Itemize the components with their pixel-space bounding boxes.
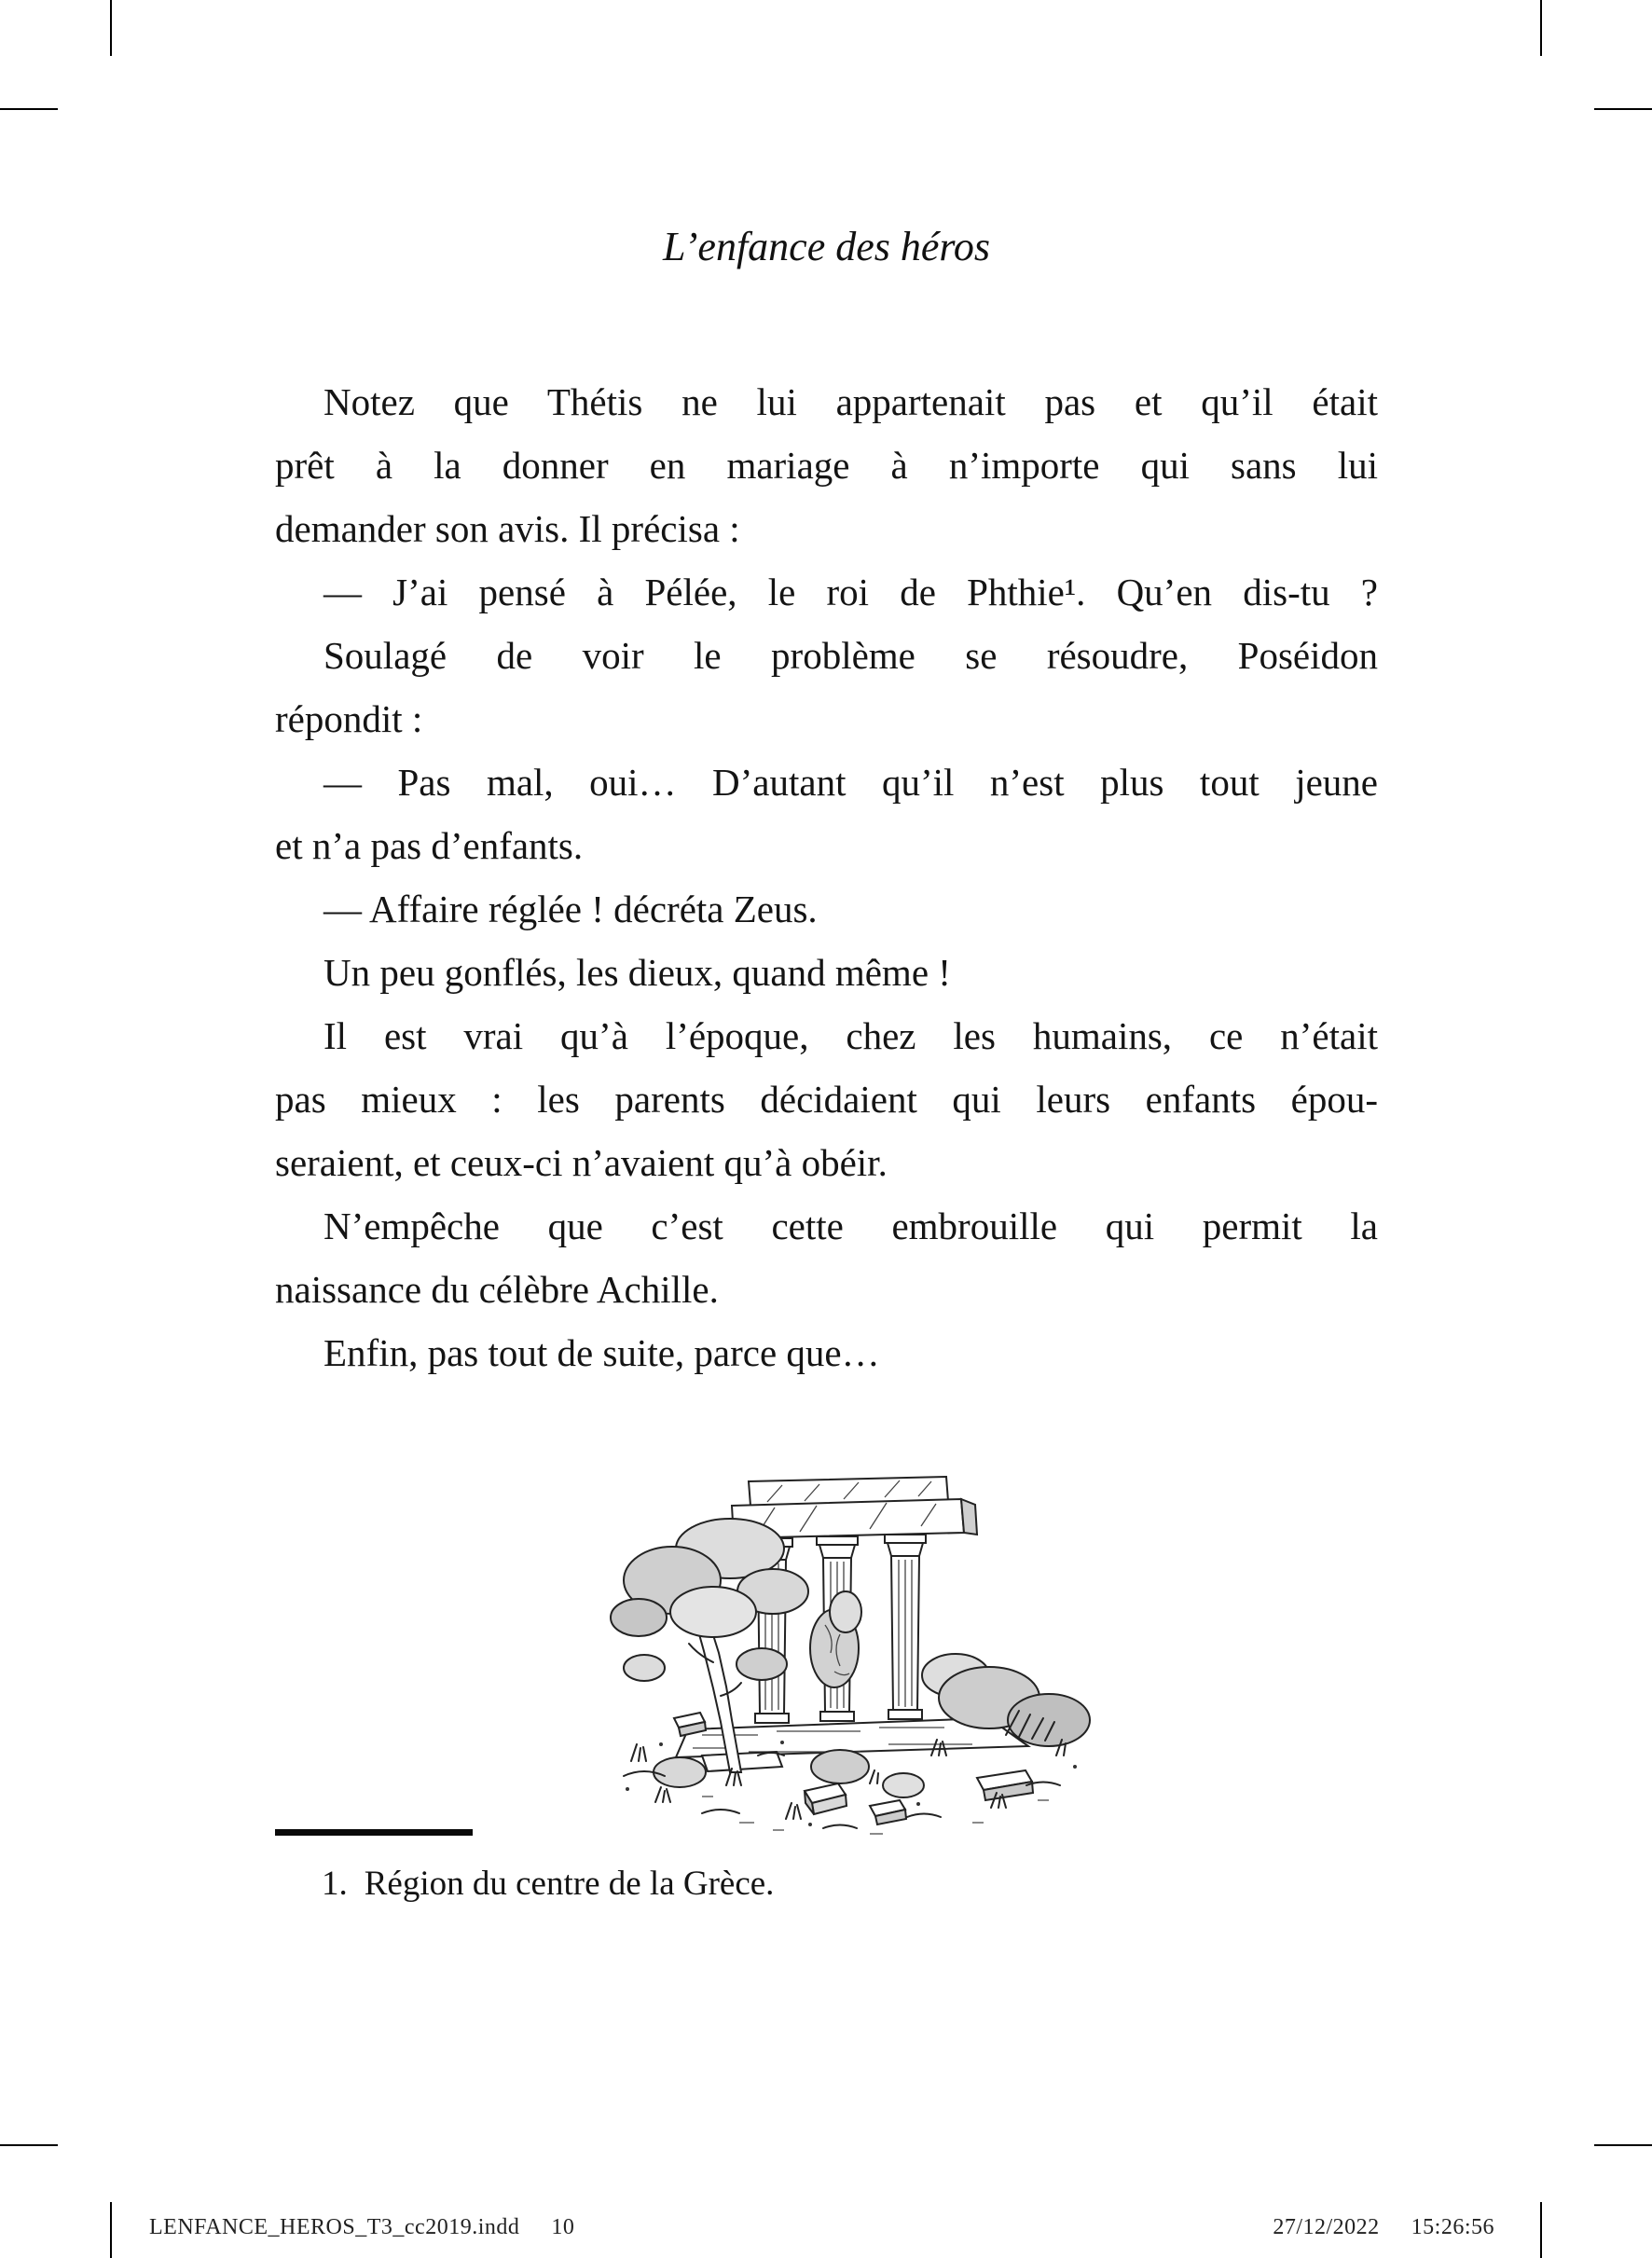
crop-mark-bottom-left-horizontal bbox=[0, 2144, 58, 2146]
body-line: seraient, et ceux-ci n’avaient qu’à obéir. bbox=[275, 1141, 888, 1184]
crop-mark-top-left-horizontal bbox=[0, 108, 58, 110]
body-line: prêt à la donner en mariage à n’importe qui sans lui bbox=[275, 444, 1378, 487]
body-line: N’empêche que c’est cette embrouille qui permit la bbox=[324, 1205, 1378, 1247]
body-line: et n’a pas d’enfants. bbox=[275, 824, 584, 867]
body-line: Soulagé de voir le problème se résoudre, Poséidon bbox=[324, 634, 1378, 677]
crop-mark-bottom-right-vertical bbox=[1540, 2202, 1542, 2258]
crop-mark-bottom-right-horizontal bbox=[1594, 2144, 1652, 2146]
body-line: Notez que Thétis ne lui appartenait pas et qu’il était bbox=[324, 380, 1378, 423]
slug-page-number: 10 bbox=[551, 2215, 575, 2239]
slug-left bbox=[149, 2215, 574, 2240]
body-line: — Pas mal, oui… D’autant qu’il n’est plus tout jeune bbox=[324, 761, 1378, 804]
footnote-rule bbox=[275, 1829, 473, 1836]
page-title: L’enfance des héros bbox=[662, 224, 991, 269]
body-text bbox=[275, 370, 1378, 1384]
body-line: pas mieux : les parents décidaient qui leurs enfants épou- bbox=[275, 1078, 1378, 1121]
slug-time: 15:26:56 bbox=[1411, 2215, 1494, 2239]
slug-date: 27/12/2022 bbox=[1273, 2215, 1380, 2239]
body-line: — Affaire réglée ! décréta Zeus. bbox=[324, 888, 818, 930]
fallen-block bbox=[870, 1800, 906, 1824]
slug-right bbox=[1273, 2215, 1494, 2240]
body-line: répondit : bbox=[275, 697, 423, 740]
body-line: Enfin, pas tout de suite, parce que… bbox=[324, 1331, 880, 1374]
footnote-text: Région du centre de la Grèce. bbox=[364, 1865, 775, 1903]
greek-ruins-illustration bbox=[590, 1476, 1094, 1839]
body-line: — J’ai pensé à Pélée, le roi de Phthie¹. Qu’en dis-tu ? bbox=[324, 571, 1378, 613]
body-line: naissance du célèbre Achille. bbox=[275, 1268, 719, 1311]
body-line: Il est vrai qu’à l’époque, chez les humains, ce n’était bbox=[324, 1014, 1378, 1057]
crop-mark-bottom-left-vertical bbox=[110, 2202, 112, 2258]
footnote-number: 1. bbox=[322, 1865, 348, 1903]
crop-mark-top-right-horizontal bbox=[1594, 108, 1652, 110]
body-line: demander son avis. Il précisa : bbox=[275, 507, 740, 550]
crop-mark-top-left-vertical bbox=[110, 0, 112, 56]
footnote bbox=[322, 1863, 1375, 1906]
column-right bbox=[885, 1535, 926, 1719]
fallen-block bbox=[977, 1770, 1033, 1800]
fallen-block bbox=[805, 1783, 847, 1814]
body-line: Un peu gonflés, les dieux, quand même ! bbox=[324, 951, 951, 994]
crop-mark-top-right-vertical bbox=[1540, 0, 1542, 56]
slug-filename: LENFANCE_HEROS_T3_cc2019.indd bbox=[149, 2215, 520, 2239]
